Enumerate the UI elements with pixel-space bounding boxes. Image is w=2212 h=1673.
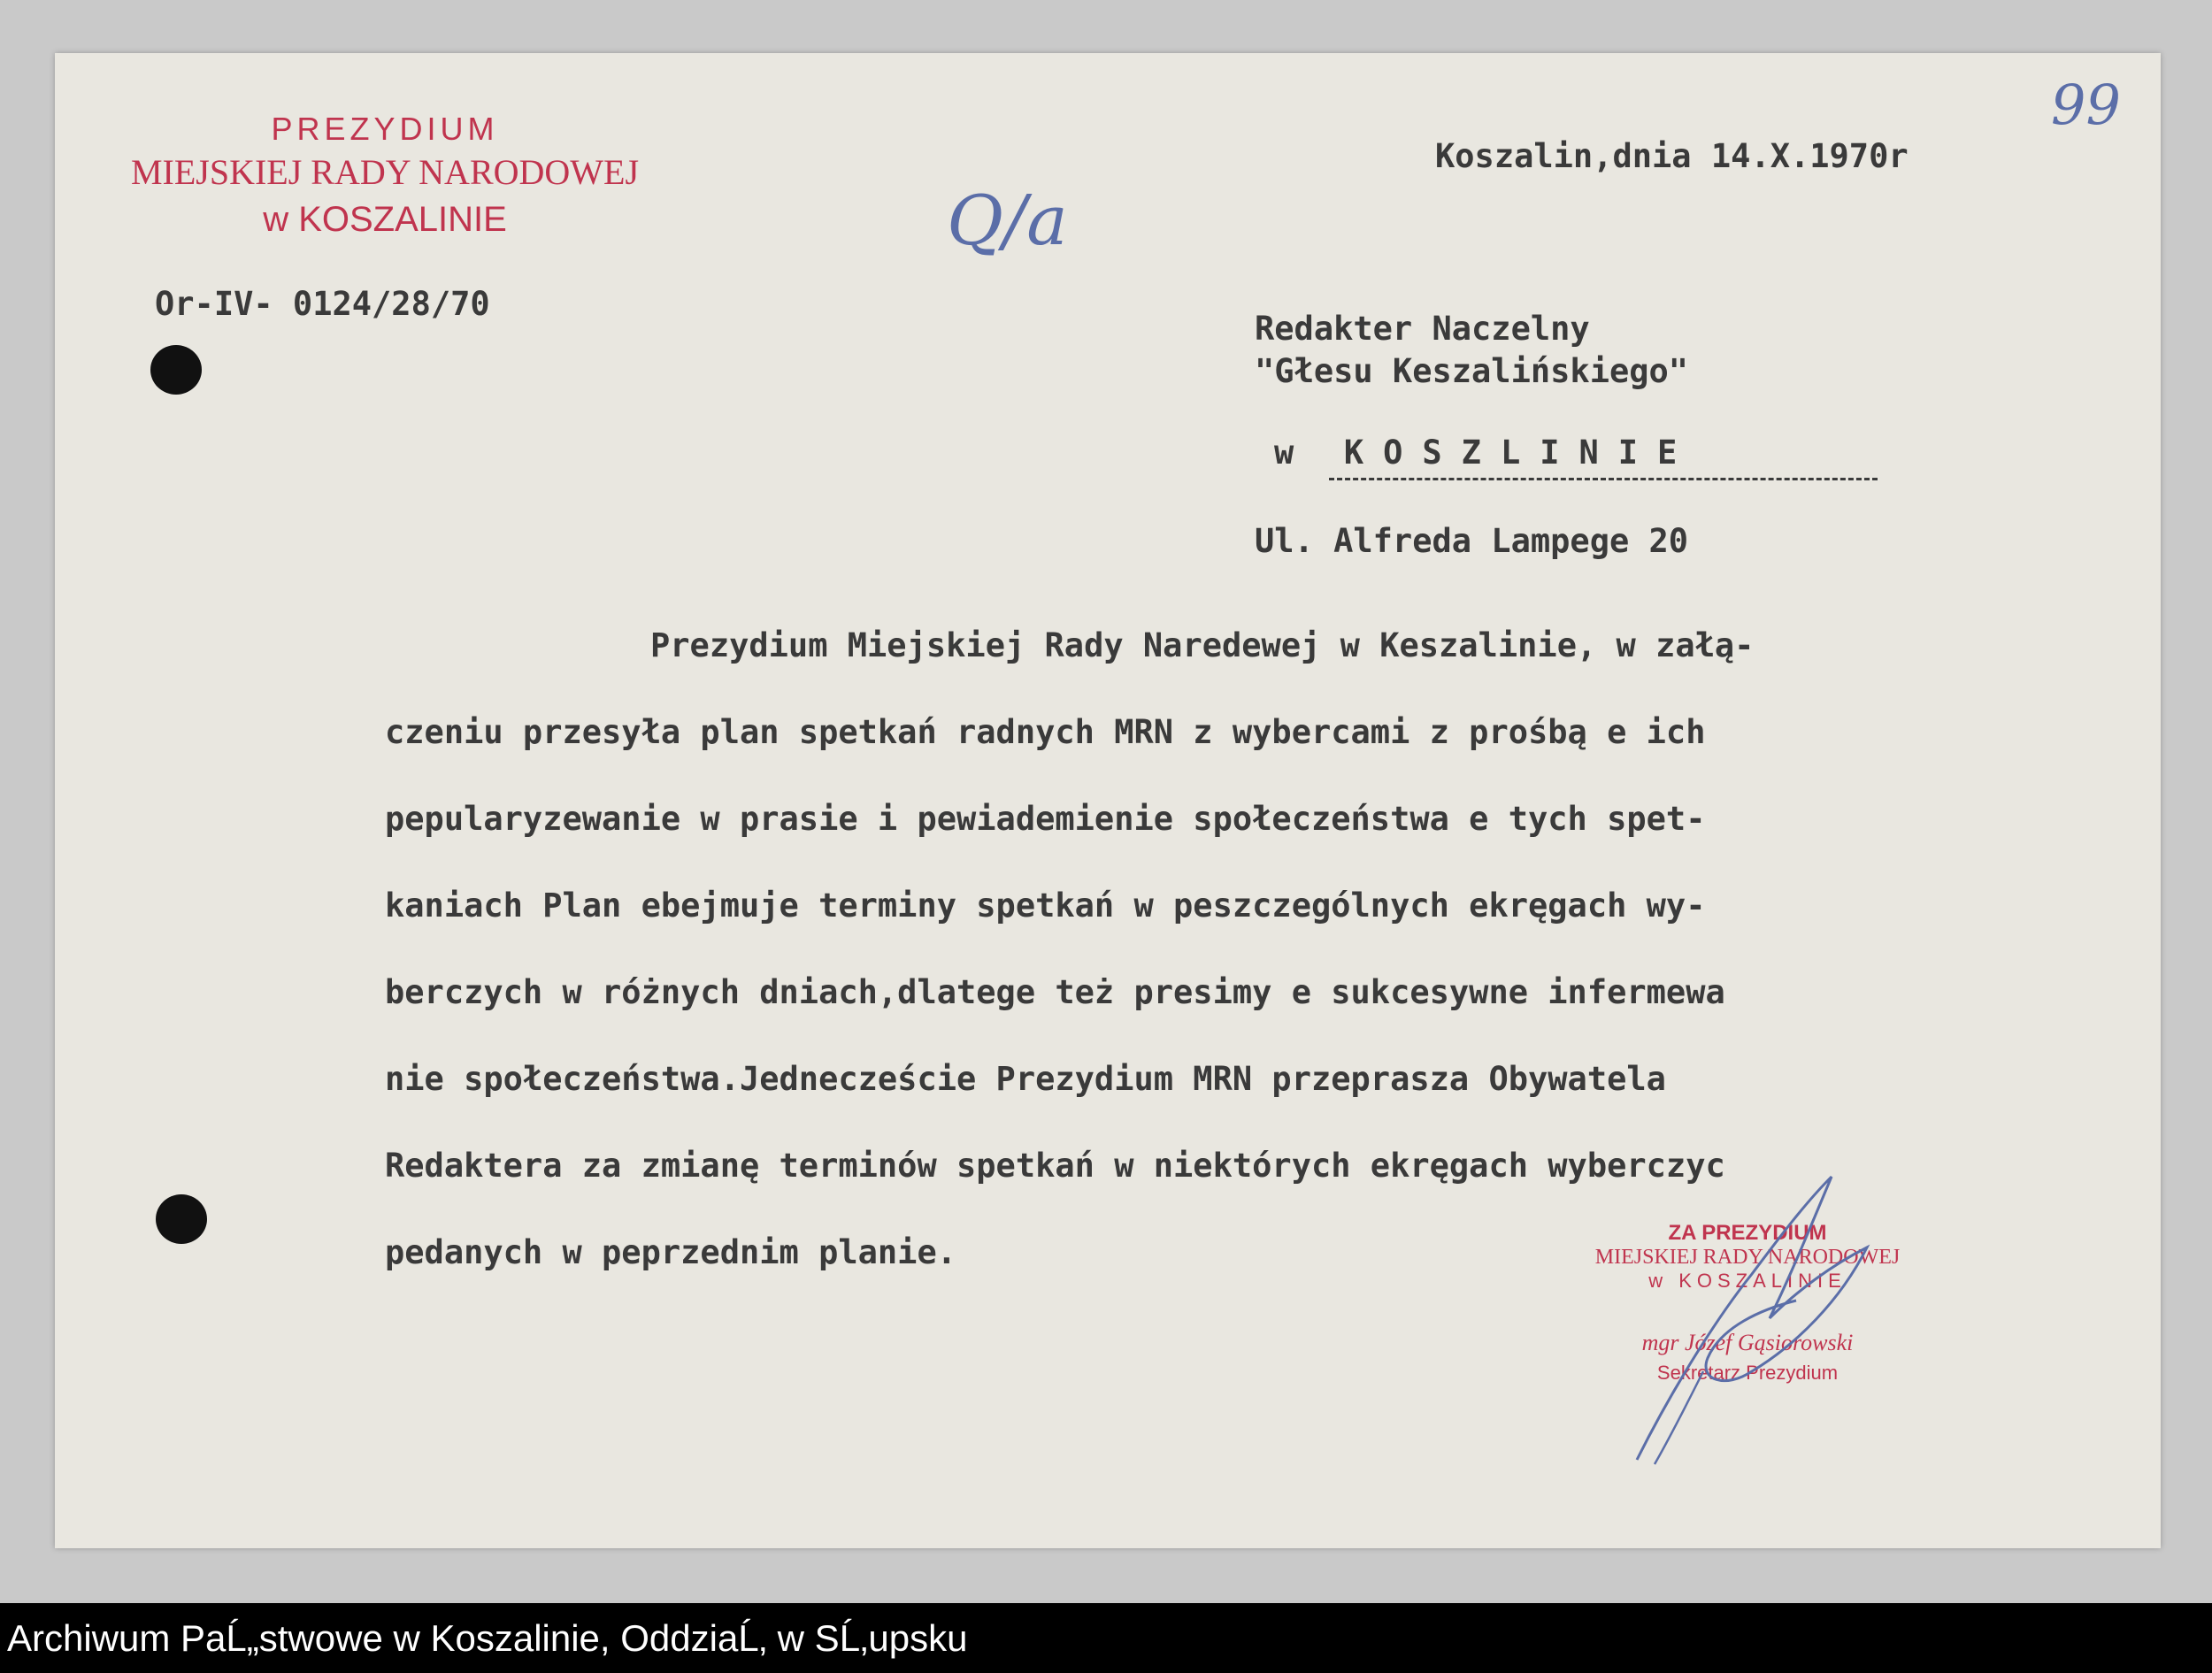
archive-caption-bar (0, 1603, 2212, 1673)
handwritten-signature (1619, 1168, 1902, 1469)
body-line: czeniu przesyła plan spetkań radnych MRN z wybercami z prośbą e ich (385, 713, 1706, 751)
body-line: berczych w różnych dniach,dlatege też presimy e sukcesywne infermewa (385, 973, 1725, 1011)
city-name: KOSZLINIE (1343, 434, 1697, 472)
city-prefix: w (1274, 434, 1298, 472)
document-date: Koszalin,dnia 14.X.1970r (1435, 137, 1909, 175)
recipient-city-line (1274, 434, 1696, 472)
handwritten-mark: Q/a (947, 181, 1068, 261)
punch-hole-bottom (156, 1194, 207, 1244)
signature-stamp-line2: MIEJSKIEJ RADY NARODOWEJ (1594, 1246, 1901, 1269)
body-line: pedanych w peprzednim planie. (385, 1233, 957, 1271)
archive-caption: Archiwum PaĹ„stwowe w Koszalinie, OddziaĹ‚ w SĹ‚upsku (7, 1617, 968, 1659)
body-line: Prezydium Miejskiej Rady Naredewej w Keszalinie, w załą- (650, 626, 1755, 664)
body-line: pepularyzewanie w prasie i pewiademienie społeczeństwa e tych spet- (385, 800, 1706, 838)
signature-stamp-line1: ZA PREZYDIUM (1668, 1221, 1827, 1245)
header-stamp (115, 111, 655, 240)
recipient-street: Ul. Alfreda Lampege 20 (1255, 522, 1689, 560)
header-stamp-line3: w KOSZALINIE (263, 200, 507, 239)
punch-hole-top (150, 345, 202, 395)
header-stamp-line1: PREZYDIUM (271, 111, 499, 147)
handwritten-page-number: 99 (2051, 73, 2121, 137)
body-line: Redaktera za zmianę terminów spetkań w niektórych ekręgach wyberczyc (385, 1147, 1725, 1185)
city-underline (1329, 478, 1878, 480)
signature-stamp-line3: w KOSZALINIE (1648, 1270, 1847, 1292)
signatory-name: mgr Józef Gąsiorowski (1641, 1330, 1854, 1355)
signatory-title: Sekretarz Prezydium (1656, 1362, 1839, 1384)
reference-number: Or-IV- 0124/28/70 (155, 285, 490, 323)
header-stamp-line2: MIEJSKIEJ RADY NARODOWEJ (130, 152, 640, 192)
body-line: nie społeczeństwa.Jedneczeście Prezydium MRN przeprasza Obywatela (385, 1060, 1666, 1098)
body-line: kaniach Plan ebejmuje terminy spetkań w peszczególnych ekręgach wy- (385, 886, 1706, 925)
recipient-line1: Redakter Naczelny (1255, 310, 1590, 348)
recipient-line2: "Głesu Keszalińskiego" (1255, 352, 1689, 390)
